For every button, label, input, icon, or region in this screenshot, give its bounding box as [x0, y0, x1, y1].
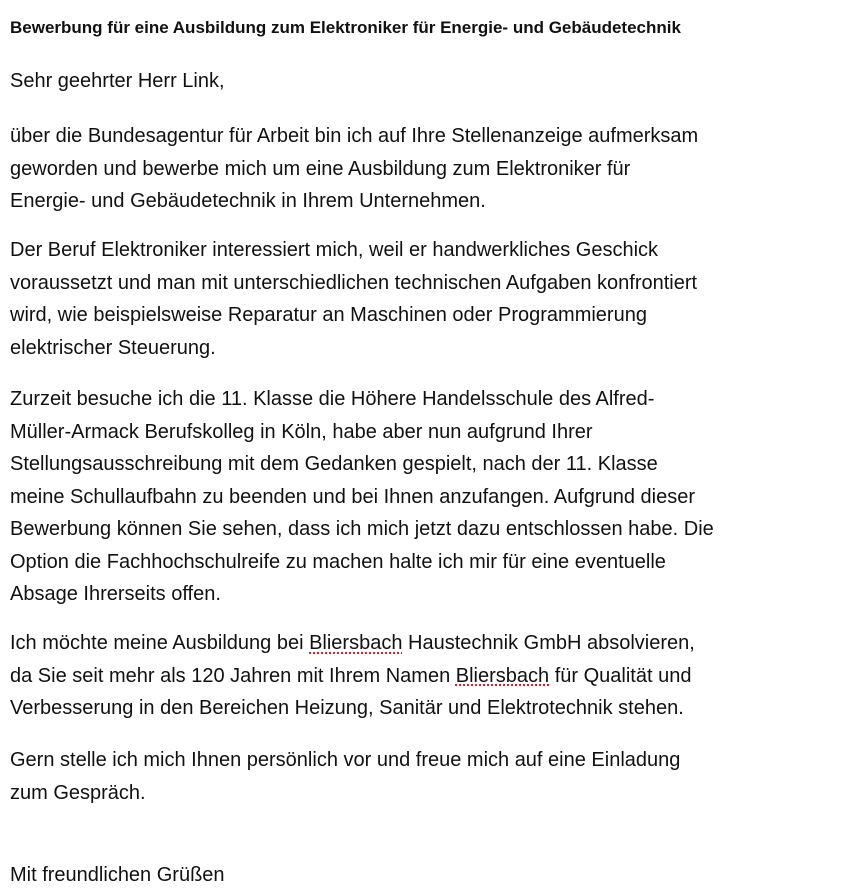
text-line: Absage Ihrerseits offen.: [10, 583, 221, 605]
paragraph-closing: [10, 744, 680, 809]
paragraph-motivation: [10, 234, 697, 364]
text-line: Option die Fachhochschulreife zu machen halte ich mir für eine eventuelle: [10, 550, 666, 573]
complimentary-close: Mit freundlichen Grüßen: [10, 864, 225, 886]
misspelled-word[interactable]: Bliersbach: [309, 632, 403, 654]
text-line: [10, 627, 695, 660]
misspelled-word[interactable]: Bliersbach: [455, 664, 550, 687]
text-line: Bewerbung können Sie sehen, dass ich mich jetzt dazu entschlossen habe. Die: [10, 518, 714, 540]
text-line: Gern stelle ich mich Ihnen persönlich vor und freue mich auf eine Einladung: [10, 749, 681, 771]
text-line: Müller-Armack Berufskolleg in Köln, habe aber nun aufgrund Ihrer: [10, 420, 593, 443]
text-line: voraussetzt und man mit unterschiedlichen technischen Aufgaben konfrontiert: [10, 271, 698, 294]
paragraph-intro: [10, 120, 698, 218]
text-line: [10, 660, 695, 693]
paragraph-company: [10, 627, 695, 725]
text: da Sie seit mehr als 120 Jahren mit Ihrem Namen: [10, 664, 456, 687]
text-line: meine Schullaufbahn zu beenden und bei Ihnen anzufangen. Aufgrund dieser: [10, 485, 695, 508]
text-line: Zurzeit besuche ich die 11. Klasse die Höhere Handelsschule des Alfred-: [10, 388, 655, 410]
salutation: Sehr geehrter Herr Link,: [10, 70, 225, 92]
text-line: wird, wie beispielsweise Reparatur an Maschinen oder Programmierung: [10, 304, 647, 326]
text-line: geworden und bewerbe mich um eine Ausbildung zum Elektroniker für: [10, 157, 631, 180]
text: Ich möchte meine Ausbildung bei: [10, 632, 310, 654]
text-line: Verbesserung in den Bereichen Heizung, Sanitär und Elektrotechnik stehen.: [10, 697, 684, 719]
text-line: Stellungsausschreibung mit dem Gedanken gespielt, nach der 11. Klasse: [10, 453, 658, 475]
paragraph-school: [10, 383, 714, 611]
text-line: elektrischer Steuerung.: [10, 336, 216, 359]
text-line: zum Gespräch.: [10, 781, 146, 804]
letter-subject: Bewerbung für eine Ausbildung zum Elektroniker für Energie- und Gebäudetechnik: [10, 18, 681, 37]
text-line: Energie- und Gebäudetechnik in Ihrem Unternehmen.: [10, 190, 486, 212]
text: Haustechnik GmbH absolvieren,: [402, 632, 695, 654]
text: für Qualität und: [549, 664, 692, 687]
text-line: über die Bundesagentur für Arbeit bin ich auf Ihre Stellenanzeige aufmerksam: [10, 125, 699, 147]
text-line: Der Beruf Elektroniker interessiert mich, weil er handwerkliches Geschick: [10, 239, 659, 261]
